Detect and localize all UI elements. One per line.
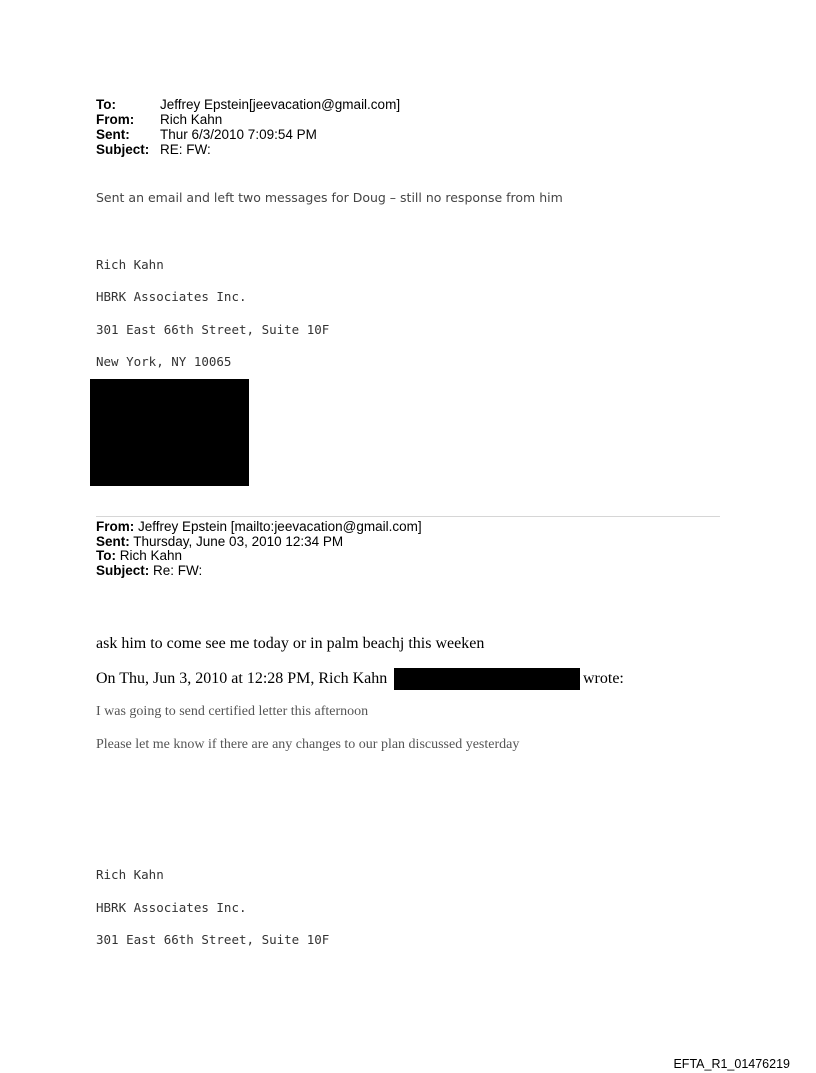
document-id: EFTA_R1_01476219 [673, 1057, 790, 1071]
quoted-sent-value: Thursday, June 03, 2010 12:34 PM [129, 533, 344, 549]
quoted-from-value: Jeffrey Epstein [mailto:jeevacation@gmail.com] [134, 519, 422, 534]
header-subject-row [96, 142, 400, 157]
to-value: Jeffrey Epstein[jeevacation@gmail.com] [160, 97, 401, 112]
to-label: To: [96, 97, 116, 112]
quoted-header [96, 520, 422, 578]
original-line-2: Please let me know if there are any changes to our plan discussed yesterday [96, 737, 520, 752]
header-to-row [96, 97, 400, 112]
quoted-subject-label: Subject: [96, 562, 150, 578]
attribution-suffix: wrote: [583, 670, 624, 687]
email-header [96, 97, 400, 157]
quoted-sent-row [96, 535, 422, 550]
from-value: Rich Kahn [160, 112, 223, 127]
from-label: From: [96, 112, 135, 127]
subject-label: Subject: [96, 142, 150, 157]
signature-2-name: Rich Kahn [96, 867, 164, 882]
signature-2-address: 301 East 66th Street, Suite 10F [96, 932, 330, 947]
signature-2-company: HBRK Associates Inc. [96, 900, 247, 915]
signature-name: Rich Kahn [96, 257, 164, 272]
quoted-to-label: To: [96, 548, 116, 563]
quoted-subject-row [96, 564, 422, 579]
quoted-subject-value: Re: FW: [149, 562, 203, 578]
attribution-prefix: On Thu, Jun 3, 2010 at 12:28 PM, Rich Kahn [96, 670, 388, 687]
reply-body: Sent an email and left two messages for Doug – still no response from him [96, 190, 563, 205]
quoted-from-row [96, 520, 422, 535]
original-line-1: I was going to send certified letter this afternoon [96, 704, 369, 719]
signature-company: HBRK Associates Inc. [96, 289, 247, 304]
quoted-to-row [96, 549, 422, 564]
redaction-email [394, 668, 580, 690]
quote-divider [96, 516, 720, 517]
quoted-body: ask him to come see me today or in palm beachj this weeken [96, 635, 485, 652]
signature-city: New York, NY 10065 [96, 354, 232, 369]
header-from-row [96, 112, 400, 127]
quoted-to-value: Rich Kahn [116, 548, 183, 563]
redaction-block [90, 379, 249, 486]
signature-address: 301 East 66th Street, Suite 10F [96, 322, 330, 337]
subject-value: RE: FW: [160, 142, 211, 157]
quoted-from-label: From: [96, 519, 135, 534]
header-sent-row [96, 127, 400, 142]
sent-value: Thur 6/3/2010 7:09:54 PM [160, 127, 317, 142]
quoted-sent-label: Sent: [96, 533, 130, 549]
sent-label: Sent: [96, 127, 130, 142]
